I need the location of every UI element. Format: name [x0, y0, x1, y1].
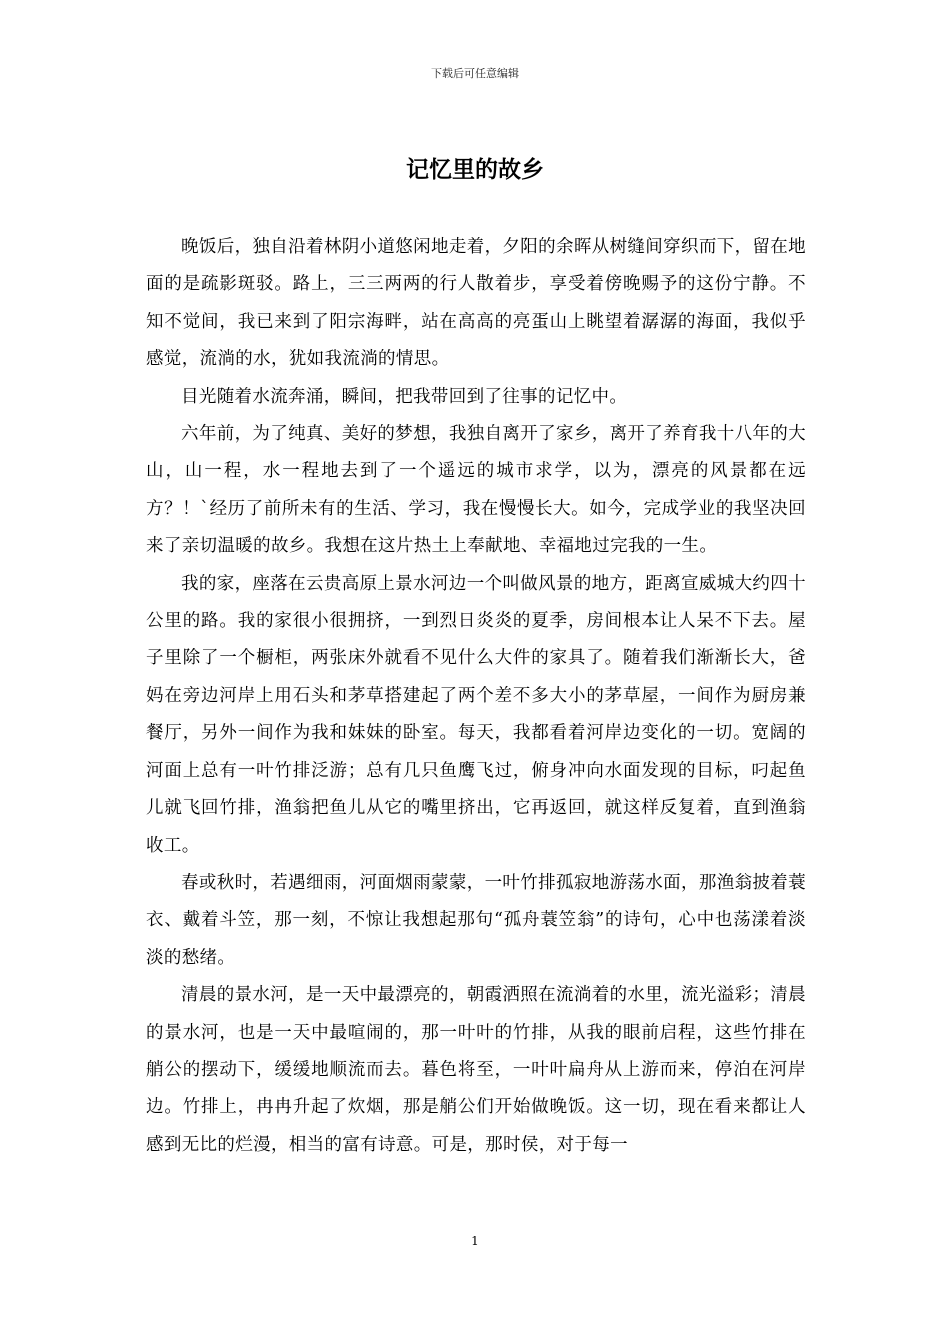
document-body — [146, 229, 806, 1164]
paragraph-3: 六年前，为了纯真、美好的梦想，我独自离开了家乡，离开了养育我十八年的大山，山一程，水一程地去到了一个遥远的城市求学，以为，漂亮的风景都在远方？！`经历了前所未有的生活、学习，我在慢慢长大。如今，完成学业的我坚决回来了亲切温暖的故乡。我想在这片热土上奉献地、幸福地过完我的一生。 — [146, 424, 806, 557]
paragraph-2: 目光随着水流奔涌，瞬间，把我带回到了往事的记忆中。 — [181, 386, 628, 407]
page-header: 下载后可任意编辑 — [431, 67, 519, 80]
paragraph-4: 我的家，座落在云贵高原上景水河边一个叫做风景的地方，距离宣威城大约四十公里的路。我的家很小很拥挤，一到烈日炎炎的夏季，房间根本让人呆不下去。屋子里除了一个橱柜，两张床外就看不见什么大件的家具了。随着我们渐渐长大，爸妈在旁边河岸上用石头和茅草搭建起了两个差不多大小的茅草屋，一间作为厨房兼餐厅，另外一间作为我和妹妹的卧室。每天，我都看着河岸边变化的一切。宽阔的河面上总有一叶竹排泛游；总有几只鱼鹰飞过，俯身冲向水面发现的目标，叼起鱼儿就飞回竹排，渔翁把鱼儿从它的嘴里挤出，它再返回，就这样反复着，直到渔翁收工。 — [146, 573, 806, 856]
paragraph-5: 春或秋时，若遇细雨，河面烟雨蒙蒙，一叶竹排孤寂地游荡水面，那渔翁披着蓑衣、戴着斗笠，那一刻，不惊让我想起那句“孤舟蓑笠翁”的诗句，心中也荡漾着淡淡的愁绪。 — [146, 872, 806, 968]
document-title: 记忆里的故乡 — [406, 157, 544, 183]
paragraph-1: 晚饭后，独自沿着林阴小道悠闲地走着，夕阳的余晖从树缝间穿织而下，留在地面的是疏影斑驳。路上，三三两两的行人散着步，享受着傍晚赐予的这份宁静。不知不觉间，我已来到了阳宗海畔，站在高高的亮蛋山上眺望着潺潺的海面，我似乎感觉，流淌的水，犹如我流淌的情思。 — [146, 237, 806, 370]
page-number: 1 — [471, 1234, 479, 1248]
paragraph-6: 清晨的景水河，是一天中最漂亮的，朝霞洒照在流淌着的水里，流光溢彩；清晨的景水河，也是一天中最喧闹的，那一叶叶的竹排，从我的眼前启程，这些竹排在艄公的摆动下，缓缓地顺流而去。暮色将至，一叶叶扁舟从上游而来，停泊在河岸边。竹排上，冉冉升起了炊烟，那是艄公们开始做晚饭。这一切，现在看来都让人感到无比的烂漫，相当的富有诗意。可是，那时侯，对于每一 — [146, 985, 806, 1155]
